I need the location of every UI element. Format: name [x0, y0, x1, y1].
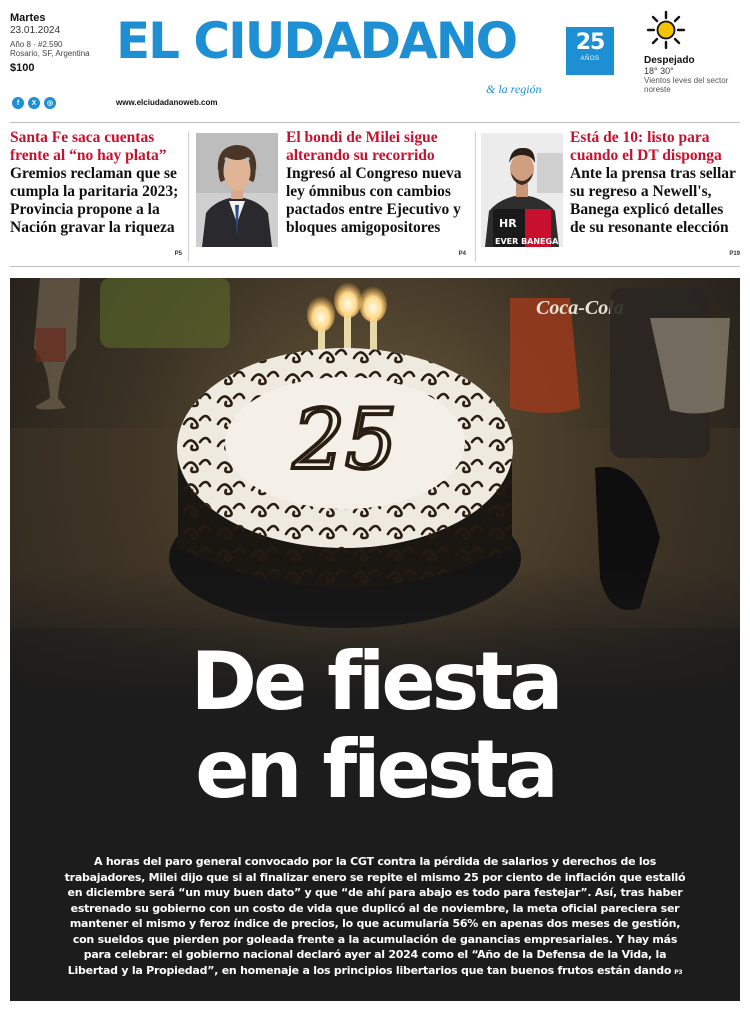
anniversary-badge — [566, 27, 614, 75]
newspaper-logo[interactable]: EL CIUDADANO — [116, 12, 517, 70]
column-divider — [188, 132, 189, 262]
badge-number: 25 — [575, 30, 605, 55]
teaser-page-ref: P5 — [174, 251, 182, 257]
teaser-headline: Está de 10: listo para cuando el DT disponga — [570, 129, 722, 164]
weather-box — [644, 10, 744, 94]
shirt-name: EVER BANEGA — [495, 237, 559, 246]
weather-note: Vientos leves del sector noreste — [644, 76, 729, 95]
teaser-headline: Santa Fe saca cuentas frente al “no hay plata” — [10, 129, 167, 164]
teaser-milei[interactable] — [286, 129, 466, 259]
cover-story[interactable] — [10, 278, 740, 1001]
cover-lede-text: A horas del paro general convocado por la CGT contra la pérdida de salarios y derechos de los trabajadores, Milei dijo que si al finalizar enero se repite el mismo 25 por ciento de inflación que estalló en diciembre será “un muy buen dato” y que “de ahí para abajo es todo para festejar”. Así, tras haber estrenado su gobierno con un costo de vida que duplicó al de noviembre, la meta oficial pareciera ser mantener el mismo y feroz índice de precios, lo que acumularía 56% en apenas dos meses de gestión, con sueldos que pierden por goleada frente a la acumulación de ganancias empresariales. Y hay más para celebrar: el gobierno nacional declaró ayer al 2024 como el “Año de la Defensa de la Vida, la Libertad y la Propiedad”, en homenaje a los principios libertarios que tan buenos frutos están dando — [64, 855, 686, 977]
teaser-santa-fe[interactable] — [10, 129, 182, 259]
date-block — [10, 12, 110, 74]
cover-price: $100 — [10, 62, 35, 74]
masthead — [0, 0, 750, 122]
teaser-body: Ante la prensa tras sellar su regreso a Newell's, Banega explicó detalles de su resonante elección — [570, 165, 736, 236]
teaser-banega[interactable] — [570, 129, 740, 259]
x-icon[interactable]: X — [28, 97, 40, 109]
teaser-body: Gremios reclaman que se cumpla la paritaria 2023; Provincia propone a la Nación gravar la riqueza — [10, 165, 179, 236]
sun-icon — [646, 10, 686, 50]
masthead-divider — [10, 122, 740, 123]
teaser-divider — [10, 266, 740, 267]
badge-label: AÑOS — [580, 56, 600, 62]
teaser-row — [0, 129, 750, 261]
cover-page-ref: P3 — [674, 968, 683, 976]
issue-number: Año 8 · #2.590 — [10, 40, 63, 49]
cover-headline-line1: De fiesta — [190, 635, 560, 728]
teaser-page-ref: P19 — [729, 251, 740, 257]
cover-lede — [58, 854, 692, 980]
milei-photo — [196, 133, 278, 247]
region-tagline: & la región — [486, 82, 542, 96]
facebook-icon[interactable]: f — [12, 97, 24, 109]
edition-place: Rosario, SF, Argentina — [10, 49, 90, 58]
weather-condition: Despejado — [644, 55, 695, 66]
website-link[interactable]: www.elciudadanoweb.com — [116, 98, 218, 107]
teaser-body: Ingresó al Congreso nueva ley ómnibus con cambios pactados entre Ejecutivo y bloques amigopositores — [286, 165, 462, 236]
column-divider — [475, 132, 476, 262]
banega-photo — [481, 133, 563, 247]
cover-headline-line2: en fiesta — [195, 723, 555, 816]
weekday: Martes — [10, 12, 46, 24]
social-links — [12, 97, 56, 109]
issue-date: 23.01.2024 — [10, 25, 61, 36]
teaser-page-ref: P4 — [458, 251, 466, 257]
instagram-icon[interactable]: ◎ — [44, 97, 56, 109]
weather-temperature: 18° 30° — [644, 66, 674, 76]
svg-text:HR: HR — [499, 217, 517, 230]
teaser-headline: El bondi de Milei sigue alterando su recorrido — [286, 129, 438, 164]
